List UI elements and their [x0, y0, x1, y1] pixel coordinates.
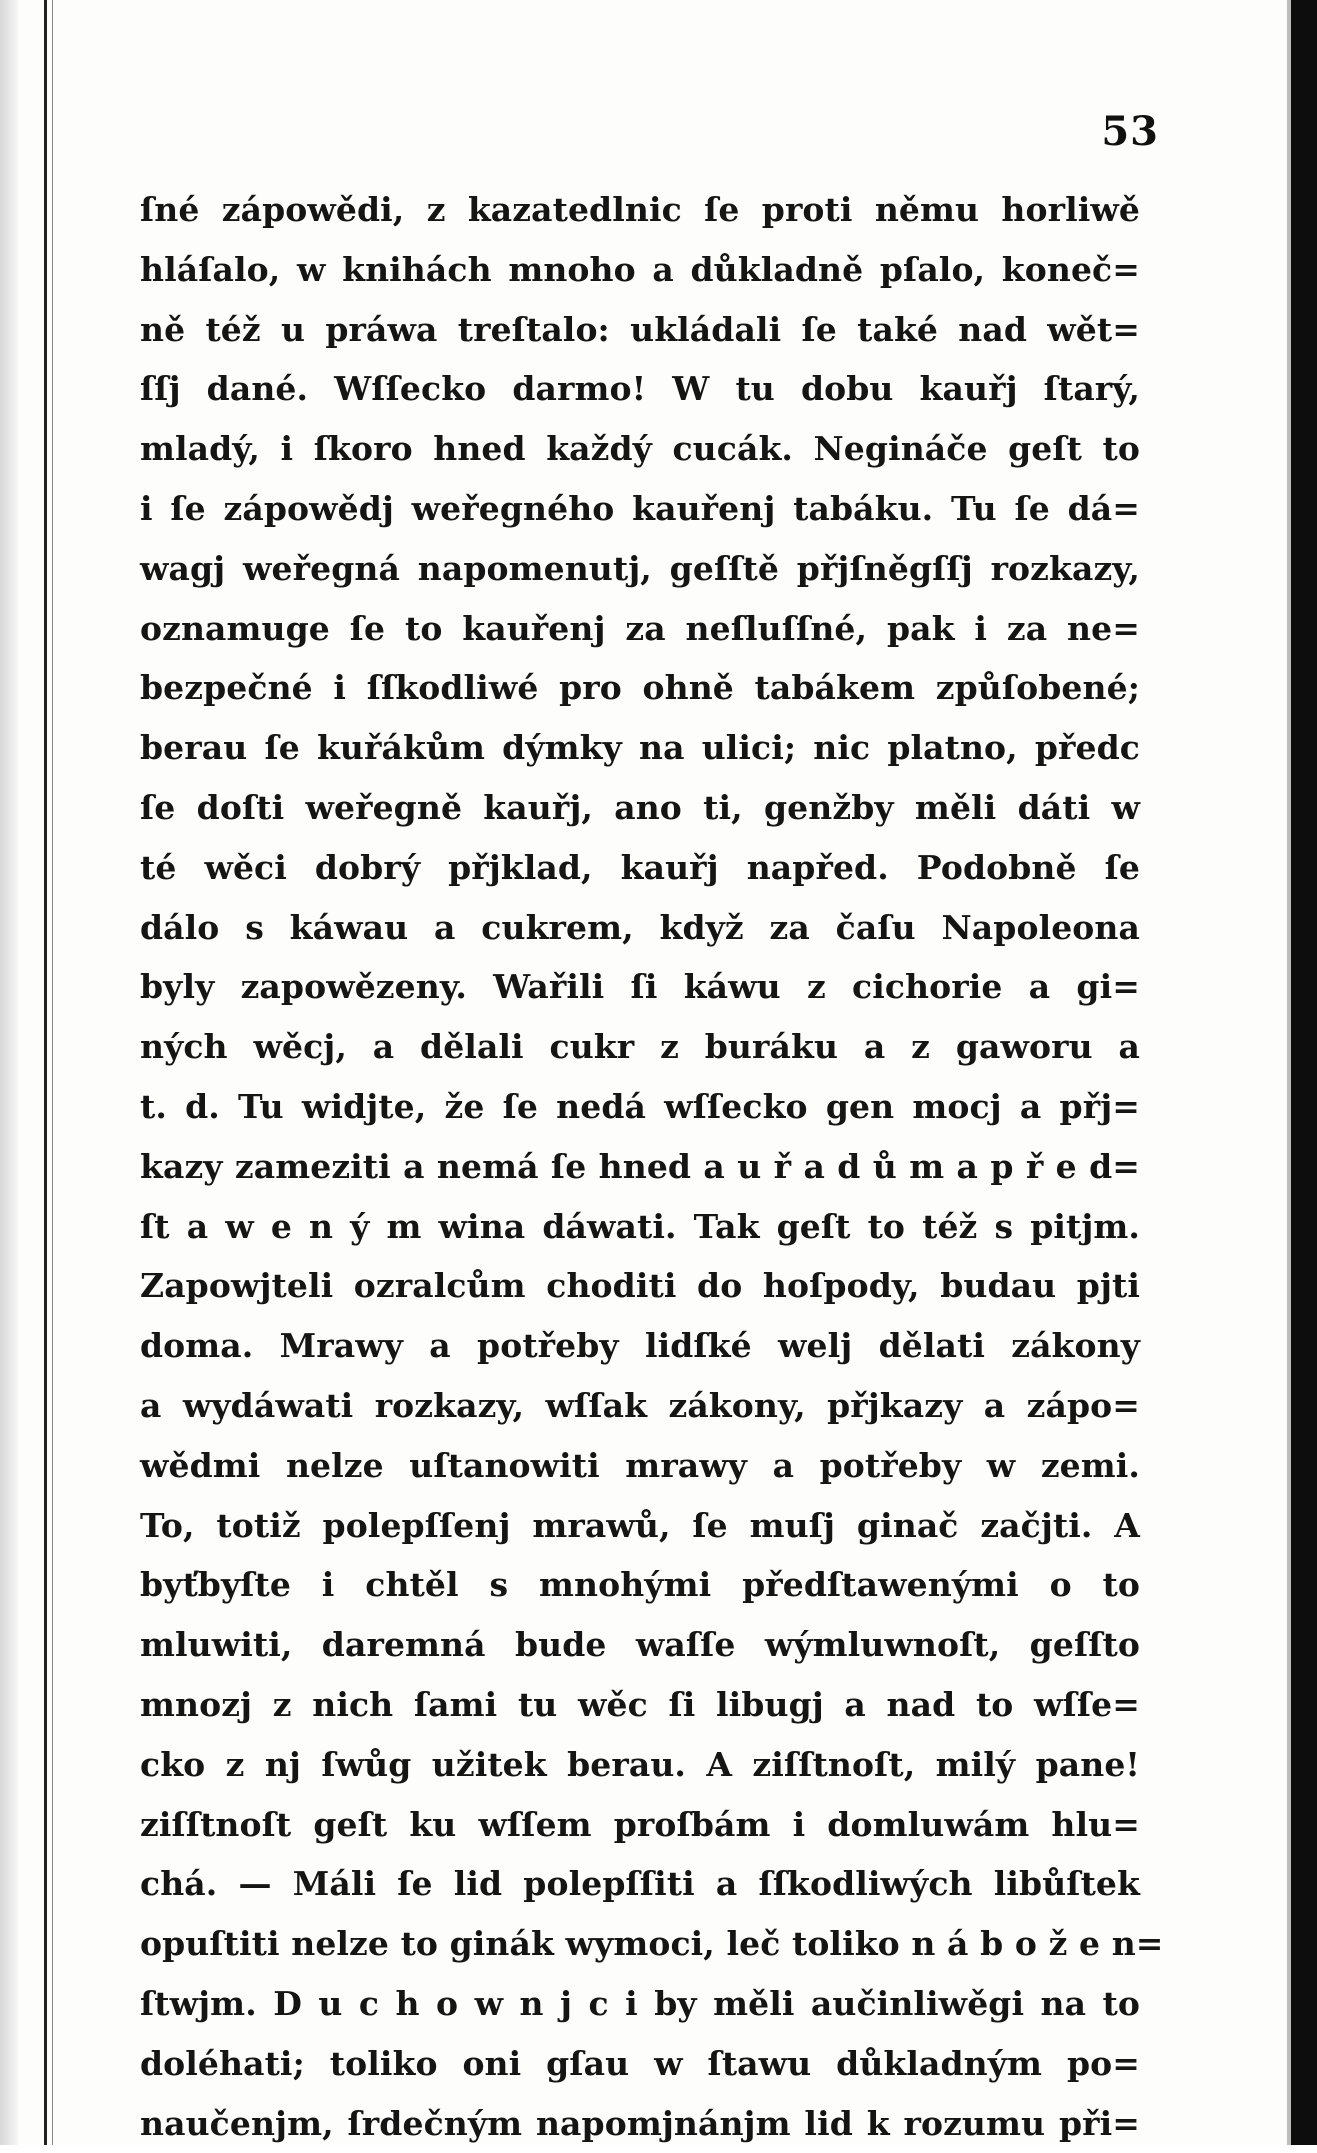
text-line: cko z nj ſwůg užitek berau. A ziſſtnoſt, milý pane! [140, 1735, 1140, 1795]
text-line: bezpečné i ſſkodliwé pro ohně tabákem způſobené; [140, 658, 1140, 718]
text-line: byly zapowězeny. Wařili ſi káwu z cichorie a gi= [140, 957, 1140, 1017]
text-line: wědmi nelze uſtanowiti mrawy a potřeby w zemi. [140, 1436, 1140, 1496]
text-line: ſné zápowědi, z kazatedlnic ſe proti němu horliwě [140, 180, 1140, 240]
text-line: i ſe zápowědj weřegného kauřenj tabáku. Tu ſe dá= [140, 479, 1140, 539]
text-line: mnozj z nich ſami tu wěc ſi libugj a nad to wſſe= [140, 1675, 1140, 1735]
page-gutter-shadow [0, 0, 18, 2145]
text-line: mluwiti, daremná bude waſſe wýmluwnoſt, geſſto [140, 1615, 1140, 1675]
text-line: ſe doſti weřegně kauřj, ano ti, genžby měli dáti w [140, 778, 1140, 838]
text-line: mladý, i ſkoro hned každý cucák. Negináče geſt to [140, 419, 1140, 479]
text-line: oznamuge ſe to kauřenj za neſluſſné, pak i za ne= [140, 599, 1140, 659]
text-line: naučenjm, ſrdečným napomjnánjm lid k rozumu při= [140, 2094, 1140, 2153]
page-edge-border [1291, 0, 1317, 2145]
page-number: 53 [1101, 108, 1159, 155]
text-line: kazy zameziti a nemá ſe hned a u ř a d ů m a p ř e d= [140, 1137, 1140, 1197]
text-line: ſſj dané. Wſſecko darmo! W tu dobu kauřj ſtarý, [140, 359, 1140, 419]
text-line: ſtwjm. D u c h o w n j c i by měli aučinliwěgi na to [140, 1974, 1140, 2034]
binding-edge-line [44, 0, 47, 2145]
text-line: To, totiž polepſſenj mrawů, ſe muſj ginač začjti. A [140, 1496, 1140, 1556]
text-line: chá. — Máli ſe lid polepſſiti a ſſkodliwých libůſtek [140, 1854, 1140, 1914]
text-line: dálo s káwau a cukrem, když za čaſu Napoleona [140, 898, 1140, 958]
text-line: t. d. Tu widjte, že ſe nedá wſſecko gen mocj a přj= [140, 1077, 1140, 1137]
text-line: byťbyſte i chtěl s mnohými předſtawenými o to [140, 1555, 1140, 1615]
text-line: ſt a w e n ý m wina dáwati. Tak geſt to též s pitjm. [140, 1197, 1140, 1257]
text-line: hláſalo, w knihách mnoho a důkladně pſalo, koneč= [140, 240, 1140, 300]
text-line: wagj weřegná napomenutj, geſſtě přjſněgſſj rozkazy, [140, 539, 1140, 599]
text-line: a wydáwati rozkazy, wſſak zákony, přjkazy a zápo= [140, 1376, 1140, 1436]
text-line: Zapowjteli ozralcům choditi do hoſpody, budau pjti [140, 1256, 1140, 1316]
binding-edge-line-thin [52, 0, 53, 2145]
text-line: doléhati; toliko oni gſau w ſtawu důkladným po= [140, 2034, 1140, 2094]
text-line: opuſtiti nelze to ginák wymoci, leč toliko n á b o ž e n= [140, 1914, 1140, 1974]
text-line: ziſſtnoſt geſt ku wſſem proſbám i domluwám hlu= [140, 1795, 1140, 1855]
text-line: ně též u práwa treſtalo: ukládali ſe také nad wět= [140, 300, 1140, 360]
text-line: doma. Mrawy a potřeby lidſké welj dělati zákony [140, 1316, 1140, 1376]
text-line: berau ſe kuřákům dýmky na ulici; nic platno, předc [140, 718, 1140, 778]
text-line: ných wěcj, a dělali cukr z buráku a z gaworu a [140, 1017, 1140, 1077]
body-text [140, 180, 1140, 2153]
text-line: té wěci dobrý přjklad, kauřj napřed. Podobně ſe [140, 838, 1140, 898]
